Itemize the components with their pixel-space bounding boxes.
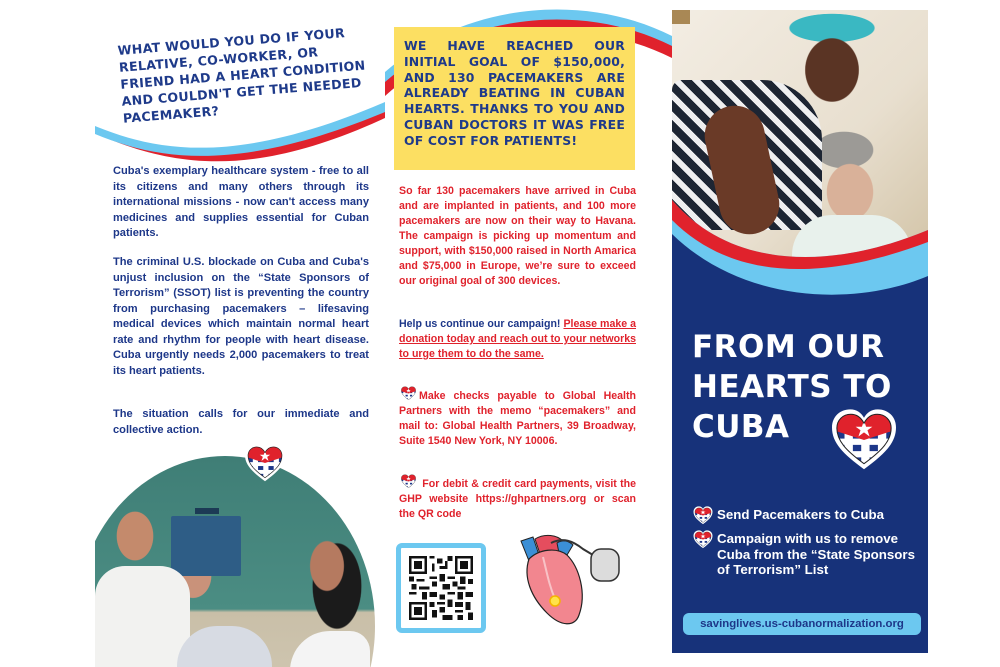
bullet-remove-ssot: Campaign with us to remove Cuba from the “State Sponsors of Terrorism” List bbox=[692, 531, 922, 578]
donation-qr-code[interactable] bbox=[396, 543, 486, 633]
check-instructions: Make checks payable to Global Health Partners with the memo “pacemakers” and mail to: Global Health Partners, 39 Broadway, Suite 1540 New York, NY 10006. bbox=[399, 385, 636, 449]
cuban-flag-heart-icon bbox=[399, 473, 418, 490]
goal-reached-callout bbox=[394, 27, 635, 170]
campaign-bullets bbox=[692, 507, 922, 584]
card-instructions: For debit & credit card payments, visit the GHP website https://ghpartners.org or scan the QR code bbox=[399, 473, 636, 522]
blockade-paragraph: The criminal U.S. blockade on Cuba and Cuba's unjust inclusion on the “State Sponsors of Terrorism” (SSOT) list is preventing the country from purchasing pacemakers – lifesaving medical devices which maintain normal heart rate and rhythm for people with heart disease. Cuba urgently needs 2,000 pacemakers to treat its heart patients. bbox=[113, 256, 369, 377]
goal-reached-text: WE HAVE REACHED OUR INITIAL GOAL OF $150,000, AND 130 PACEMAKERS ARE ALREADY BEATING IN CUBAN HEARTS. THANKS TO YOU AND CUBAN DOCTORS IT WAS FREE OF COST FOR PATIENTS! bbox=[404, 38, 625, 148]
cta-lead: Help us continue our campaign! bbox=[399, 318, 564, 330]
middle-panel bbox=[385, 0, 672, 667]
left-panel bbox=[95, 0, 385, 667]
action-paragraph: The situation calls for our immediate and collective action. bbox=[113, 408, 369, 436]
cover-title: FROM OUR HEARTS TO CUBA bbox=[692, 329, 892, 445]
call-to-action-paragraph bbox=[399, 317, 636, 362]
qr-code-icon bbox=[409, 556, 473, 620]
cover-wave-decoration bbox=[672, 160, 928, 320]
cuban-flag-heart-icon bbox=[692, 506, 714, 525]
cuban-flag-heart-icon bbox=[243, 443, 287, 483]
cuban-flag-heart-icon bbox=[399, 385, 418, 402]
bullet-send-pacemakers: Send Pacemakers to Cuba bbox=[692, 507, 922, 525]
healthcare-paragraph: Cuba's exemplary healthcare system - free to all its citizens and many others through its international missions - now can't access many medicines and supplies essential for Cuban patients. bbox=[113, 165, 369, 239]
right-cover-panel bbox=[672, 10, 928, 653]
heart-pacemaker-illustration bbox=[513, 533, 623, 631]
left-headline: WHAT WOULD YOU DO IF YOUR RELATIVE, CO-WORKER, OR FRIEND HAD A HEART CONDITION AND COULDN'T GET THE NEEDED PACEMAKER? bbox=[117, 25, 366, 126]
hospital-photo bbox=[95, 448, 385, 667]
cuban-flag-heart-icon bbox=[692, 530, 714, 549]
campaign-website-link[interactable]: savinglives.us-cubanormalization.org bbox=[683, 613, 921, 635]
progress-paragraph: So far 130 pacemakers have arrived in Cuba and are implanted in patients, and 100 more pacemakers are now on their way to Havana. The campaign is picking up momentum and support, with $150,000 raised in North Amarica and $75,000 in Europe, we’re sure to exceed our original goal of 300 devices. bbox=[399, 185, 636, 287]
hospital-sign bbox=[171, 516, 241, 576]
donate-link[interactable]: Please make a donation today and reach out to your networks to urge them to do the same. bbox=[399, 318, 636, 360]
cuban-flag-heart-icon bbox=[829, 408, 899, 472]
